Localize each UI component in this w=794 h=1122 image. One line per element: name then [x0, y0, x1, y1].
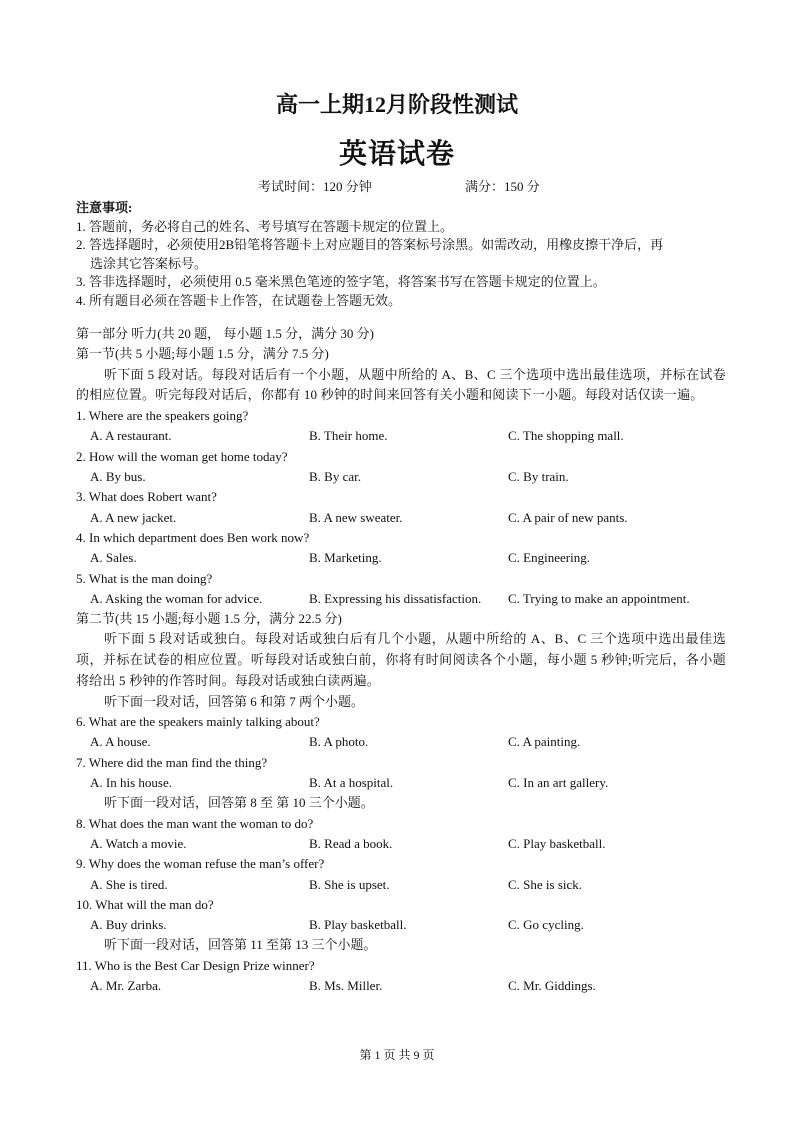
exam-title: 高一上期12月阶段性测试 — [275, 92, 518, 117]
option-b: B. Play basketball. — [309, 917, 407, 933]
question-text: 10. What will the man do? — [76, 896, 214, 912]
option-row — [76, 915, 726, 935]
listening-cue: 听下面一段对话，回答第 6 和第 7 两个小题。 — [104, 693, 365, 709]
option-row — [76, 589, 726, 609]
exam-score: 满分：150 分 — [465, 179, 540, 194]
exam-time: 考试时间：120 分钟 — [258, 179, 372, 194]
question-text: 4. In which department does Ben work now? — [76, 529, 310, 545]
option-row — [76, 976, 726, 996]
option-c: C. Go cycling. — [508, 917, 584, 933]
question-text: 7. Where did the man find the thing? — [76, 754, 268, 770]
option-row — [76, 548, 726, 568]
question-text: 9. Why does the woman refuse the man’s offer? — [76, 856, 325, 872]
option-c: C. Trying to make an appointment. — [508, 590, 690, 606]
option-c: C. By train. — [508, 469, 569, 485]
option-a: A. Buy drinks. — [90, 917, 167, 933]
option-a: A. A house. — [90, 734, 151, 750]
option-a: A. She is tired. — [90, 876, 168, 892]
question-text: 2. How will the woman get home today? — [76, 448, 288, 464]
option-a: A. A new jacket. — [90, 509, 177, 525]
question-text: 11. Who is the Best Car Design Prize winner? — [76, 957, 315, 973]
option-a: A. A restaurant. — [90, 428, 172, 444]
section-heading: 第二节(共 15 小题;每小题 1.5 分，满分 22.5 分) — [76, 611, 342, 627]
exam-subject: 英语试卷 — [338, 139, 455, 170]
note-item: 1. 答题前，务必将自己的姓名、考号填写在答题卡规定的位置上。 — [76, 218, 454, 234]
option-row — [76, 834, 726, 854]
question-text: 5. What is the man doing? — [76, 570, 213, 586]
option-c: C. Mr. Giddings. — [508, 978, 596, 993]
option-b: B. At a hospital. — [309, 775, 394, 791]
option-a: A. By bus. — [90, 469, 146, 485]
page-footer: 第 1 页 共 9 页 — [359, 1048, 435, 1062]
option-c: C. She is sick. — [508, 876, 583, 892]
option-a: A. Sales. — [90, 550, 137, 566]
option-c: C. A pair of new pants. — [508, 509, 628, 525]
option-row — [76, 773, 726, 793]
option-c: C. A painting. — [508, 734, 581, 750]
option-row — [76, 875, 726, 895]
option-b: B. She is upset. — [309, 876, 390, 892]
option-b: B. Their home. — [309, 428, 388, 444]
option-b: B. Read a book. — [309, 835, 393, 851]
note-item: 选涂其它答案标号。 — [90, 255, 208, 271]
listening-cue: 听下面一段对话，回答第 8 至 第 10 三个小题。 — [104, 795, 374, 811]
option-a: A. Mr. Zarba. — [90, 978, 162, 993]
option-a: A. In his house. — [90, 775, 172, 791]
question-text: 6. What are the speakers mainly talking about? — [76, 714, 320, 730]
option-row — [76, 732, 726, 752]
option-row — [76, 426, 726, 446]
section-heading: 第一节(共 5 小题;每小题 1.5 分，满分 7.5 分) — [76, 346, 329, 362]
option-b: B. Ms. Miller. — [309, 978, 383, 993]
note-item: 3. 答非选择题时，必须使用 0.5 毫米黑色笔迹的签字笔，将答案书写在答题卡规定的位置上。 — [76, 274, 606, 289]
question-text: 8. What does the man want the woman to do? — [76, 815, 314, 831]
option-b: B. Marketing. — [309, 550, 382, 566]
option-b: B. By car. — [309, 469, 361, 485]
option-c: C. The shopping mall. — [508, 428, 624, 444]
option-row — [76, 508, 726, 528]
option-c: C. Play basketball. — [508, 835, 606, 851]
option-row — [76, 467, 726, 487]
notes-heading: 注意事项: — [76, 200, 133, 215]
part-heading: 第一部分 听力(共 20 题， 每小题 1.5 分，满分 30 分) — [76, 326, 374, 341]
question-text: 1. Where are the speakers going? — [76, 408, 249, 424]
option-b: B. A new sweater. — [309, 509, 403, 525]
option-b: B. A photo. — [309, 734, 369, 750]
option-a: A. Asking the woman for advice. — [90, 590, 263, 606]
note-item: 2. 答选择题时，必须使用2B铅笔将答题卡上对应题目的答案标号涂黑。如需改动，用橡皮擦干净后，再 — [76, 237, 664, 252]
exam-body — [76, 324, 726, 996]
note-item: 4. 所有题目必须在答题卡上作答，在试题卷上答题无效。 — [76, 292, 402, 308]
question-text: 3. What does Robert want? — [76, 489, 217, 505]
section-instruction: 听下面 5 段对话。每段对话后有一个小题，从题中所给的 A、B、C 三个选项中选出最佳选项，并标在试卷的相应位置。听完每段对话后，你都有 10 秒钟的时间来回答有关小题和阅读下一小题。每段对话仅读一遍。 — [76, 366, 726, 403]
option-b: B. Expressing his dissatisfaction. — [309, 590, 482, 606]
option-c: C. In an art gallery. — [508, 775, 609, 791]
option-c: C. Engineering. — [508, 550, 590, 566]
notes-block — [76, 199, 726, 310]
option-a: A. Watch a movie. — [90, 835, 187, 851]
listening-cue: 听下面一段对话，回答第 11 至第 13 三个小题。 — [104, 937, 377, 953]
section-instruction: 听下面 5 段对话或独白。每段对话或独白后有几个小题，从题中所给的 A、B、C 三个选项中选出最佳选项，并标在试卷的相应位置。听每段对话或独白前，你将有时间阅读各个小题，每小题 5 秒钟;听完后，各小题将给出 5 秒钟的作答时间。每段对话或独白读两遍。 — [76, 631, 726, 689]
